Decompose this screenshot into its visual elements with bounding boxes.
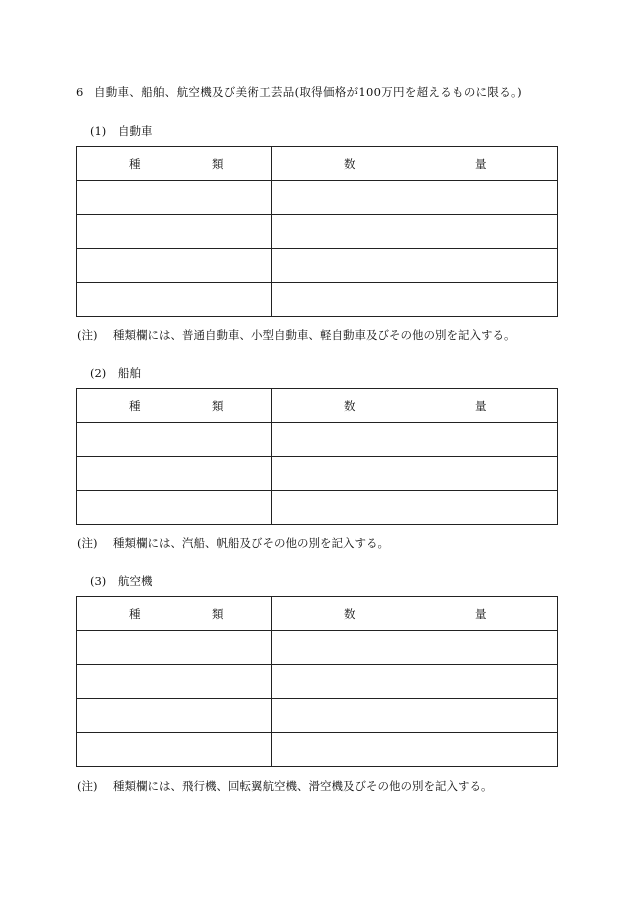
type-column-header — [77, 597, 272, 631]
type-cell[interactable] — [77, 699, 272, 733]
type-header-char-2: 類 — [212, 398, 224, 413]
ship-note — [77, 535, 389, 551]
table-row — [77, 733, 558, 767]
quantity-header-char-1: 数 — [344, 156, 356, 171]
type-cell[interactable] — [77, 181, 272, 215]
automobile-table — [76, 146, 558, 317]
table-row — [77, 665, 558, 699]
type-cell[interactable] — [77, 665, 272, 699]
type-header-char-1: 種 — [129, 398, 141, 413]
quantity-column-header — [272, 597, 558, 631]
type-cell[interactable] — [77, 491, 272, 525]
quantity-column-header — [272, 389, 558, 423]
page-heading — [76, 84, 522, 100]
table-row — [77, 631, 558, 665]
type-cell[interactable] — [77, 215, 272, 249]
type-cell[interactable] — [77, 423, 272, 457]
aircraft-note — [77, 778, 493, 794]
type-cell[interactable] — [77, 249, 272, 283]
table-header-row — [77, 389, 558, 423]
table-row — [77, 215, 558, 249]
heading-number: 6 — [76, 85, 84, 99]
note-mark: (注) — [77, 779, 98, 793]
table-header-row — [77, 147, 558, 181]
heading-title: 自動車、船舶、航空機及び美術工芸品(取得価格が100万円を超えるものに限る。) — [94, 85, 522, 99]
quantity-cell[interactable] — [272, 665, 558, 699]
table-row — [77, 699, 558, 733]
section-title-automobile — [90, 123, 153, 139]
type-cell[interactable] — [77, 733, 272, 767]
quantity-header-char-2: 量 — [475, 398, 487, 413]
quantity-cell[interactable] — [272, 423, 558, 457]
quantity-cell[interactable] — [272, 283, 558, 317]
type-header-char-2: 類 — [212, 156, 224, 171]
table-header-row — [77, 597, 558, 631]
quantity-header-char-2: 量 — [475, 156, 487, 171]
table-row — [77, 249, 558, 283]
section-number: (2) — [90, 366, 107, 380]
type-header-char-1: 種 — [129, 606, 141, 621]
section-title-ship — [90, 365, 141, 381]
quantity-cell[interactable] — [272, 491, 558, 525]
quantity-cell[interactable] — [272, 249, 558, 283]
aircraft-table — [76, 596, 558, 767]
note-text: 種類欄には、汽船、帆船及びその他の別を記入する。 — [113, 536, 389, 550]
section-number: (1) — [90, 124, 107, 138]
table-row — [77, 491, 558, 525]
type-column-header — [77, 147, 272, 181]
table-row — [77, 283, 558, 317]
quantity-column-header — [272, 147, 558, 181]
ship-table — [76, 388, 558, 525]
section-title-aircraft — [90, 573, 153, 589]
table-row — [77, 181, 558, 215]
automobile-note — [77, 327, 516, 343]
quantity-cell[interactable] — [272, 181, 558, 215]
type-header-char-1: 種 — [129, 156, 141, 171]
quantity-cell[interactable] — [272, 699, 558, 733]
quantity-header-char-2: 量 — [475, 606, 487, 621]
quantity-header-char-1: 数 — [344, 398, 356, 413]
note-mark: (注) — [77, 536, 98, 550]
section-label: 自動車 — [118, 124, 153, 138]
quantity-cell[interactable] — [272, 215, 558, 249]
section-label: 船舶 — [118, 366, 141, 380]
type-header-char-2: 類 — [212, 606, 224, 621]
note-text: 種類欄には、飛行機、回転翼航空機、滑空機及びその他の別を記入する。 — [113, 779, 493, 793]
quantity-cell[interactable] — [272, 457, 558, 491]
quantity-header-char-1: 数 — [344, 606, 356, 621]
type-cell[interactable] — [77, 283, 272, 317]
section-number: (3) — [90, 574, 107, 588]
table-row — [77, 457, 558, 491]
type-cell[interactable] — [77, 631, 272, 665]
quantity-cell[interactable] — [272, 733, 558, 767]
table-row — [77, 423, 558, 457]
quantity-cell[interactable] — [272, 631, 558, 665]
section-label: 航空機 — [118, 574, 153, 588]
note-mark: (注) — [77, 328, 98, 342]
type-cell[interactable] — [77, 457, 272, 491]
type-column-header — [77, 389, 272, 423]
note-text: 種類欄には、普通自動車、小型自動車、軽自動車及びその他の別を記入する。 — [113, 328, 516, 342]
